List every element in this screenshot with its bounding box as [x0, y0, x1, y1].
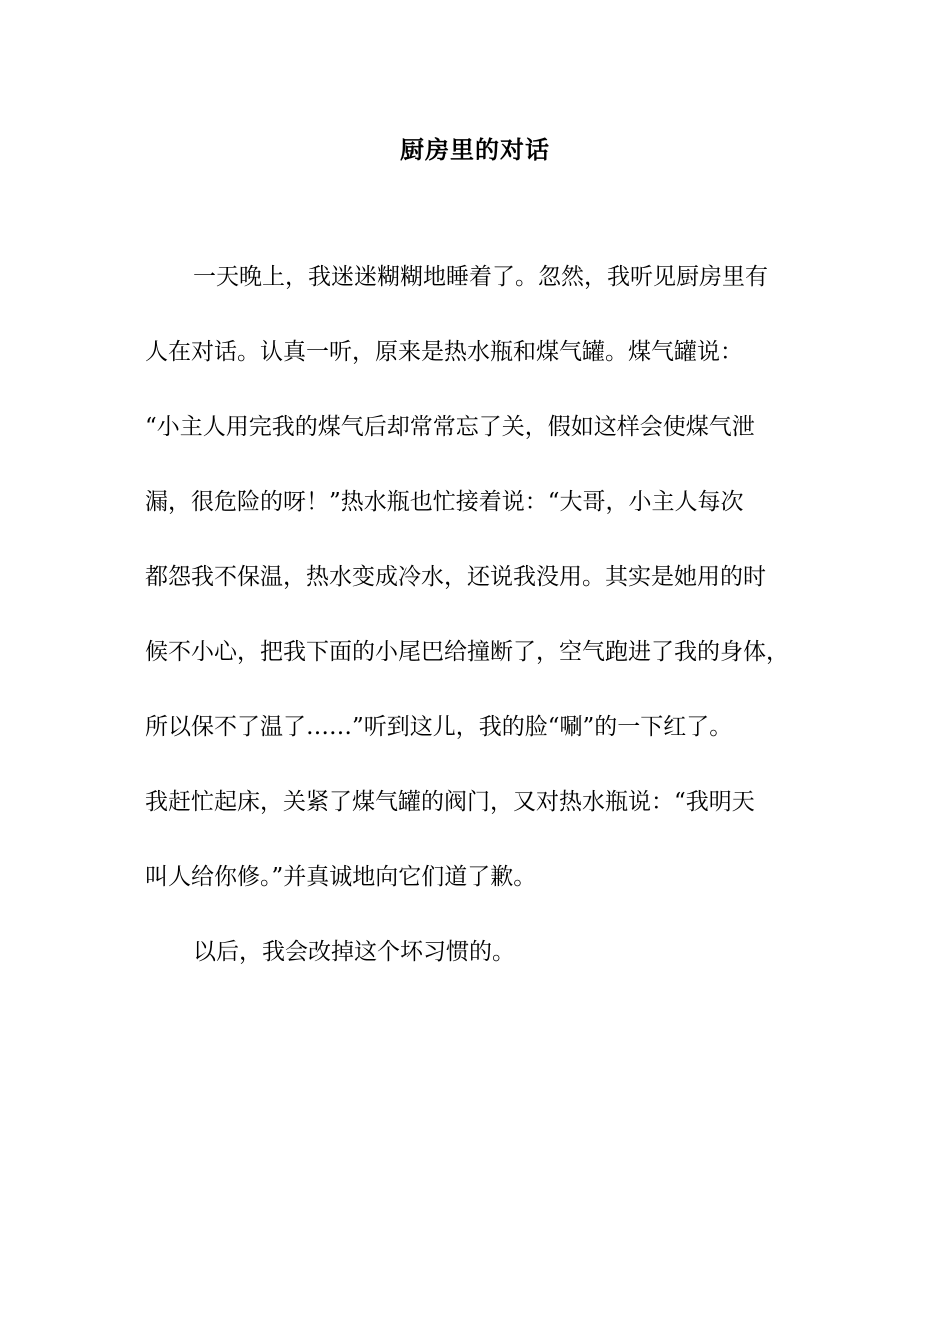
- paragraph-line: 所以保不了温了……”听到这儿，我的脸“唰”的一下红了。: [145, 714, 733, 740]
- paragraph-line: 候不小心，把我下面的小尾巴给撞断了，空气跑进了我的身体，: [145, 639, 789, 665]
- paragraph-line: 人在对话。认真一听，原来是热水瓶和煤气罐。煤气罐说：: [145, 339, 743, 365]
- document-body: [145, 255, 825, 1005]
- paragraph-line: 我赶忙起床，关紧了煤气罐的阀门，又对热水瓶说：“我明天: [145, 789, 755, 815]
- paragraph-line: 叫人给你修。”并真诚地向它们道了歉。: [145, 864, 537, 890]
- paragraph-line: 以后，我会改掉这个坏习惯的。: [193, 939, 515, 965]
- paragraph-line: “小主人用完我的煤气后却常常忘了关，假如这样会使煤气泄: [145, 414, 755, 440]
- paragraph-line: 一天晚上，我迷迷糊糊地睡着了。忽然，我听见厨房里有: [193, 264, 768, 290]
- document-title: 厨房里的对话: [400, 135, 550, 164]
- paragraph-line: 漏，很危险的呀！”热水瓶也忙接着说：“大哥，小主人每次: [145, 489, 744, 515]
- paragraph-line: 都怨我不保温，热水变成冷水，还说我没用。其实是她用的时: [145, 564, 766, 590]
